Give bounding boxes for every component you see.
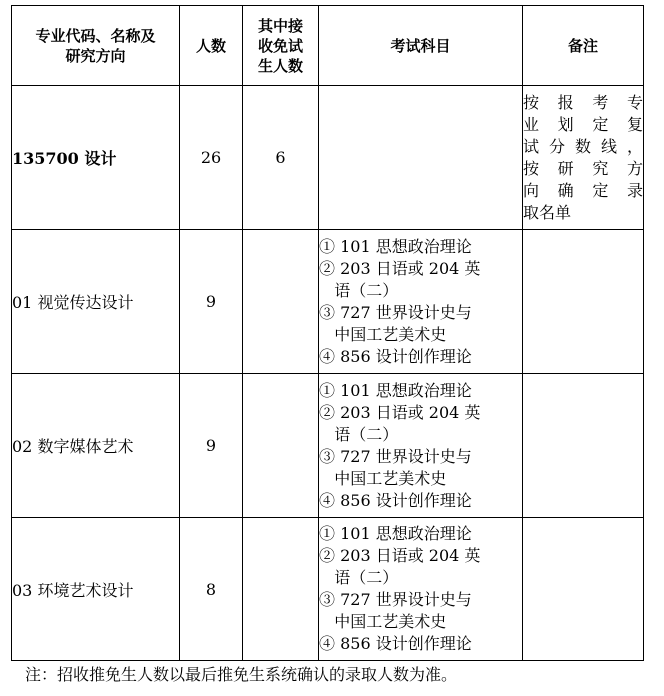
major-name-cell: 02 数字媒体艺术	[12, 374, 180, 518]
note-cell	[523, 374, 644, 518]
footnote: 注：招收推免生人数以最后推免生系统确认的录取人数为准。	[25, 665, 458, 684]
subject-line: ③ 727 世界设计史与	[319, 590, 472, 609]
header-exempt: 其中接 收免试 生人数	[243, 6, 319, 86]
subject-line: 中国工艺美术史	[319, 612, 447, 631]
table-row	[12, 518, 644, 661]
subject-line: ④ 856 设计创作理论	[319, 490, 472, 510]
note-line: 业划定复	[523, 114, 643, 134]
exempt-count-cell	[243, 374, 319, 518]
header-row	[12, 6, 644, 86]
admission-table	[11, 5, 644, 661]
major-name-cell: 135700 设计	[12, 86, 180, 230]
note-line: 按报考专	[523, 92, 643, 112]
count-cell: 26	[180, 86, 243, 230]
table-row	[12, 86, 644, 230]
subject-line: ③ 727 世界设计史与	[319, 302, 472, 322]
note-cell	[523, 86, 644, 230]
subjects-cell	[319, 230, 523, 374]
note-line: 按研究方	[523, 158, 643, 178]
exempt-count-cell	[243, 518, 319, 661]
note-cell	[523, 518, 644, 661]
subject-line: 语（二）	[319, 568, 399, 587]
header-major: 专业代码、名称及 研究方向	[12, 6, 180, 86]
subject-line: ② 203 日语或 204 英	[319, 546, 481, 565]
subjects-cell	[319, 374, 523, 518]
note-cell	[523, 230, 644, 374]
major-name-cell: 03 环境艺术设计	[12, 518, 180, 661]
header-count: 人数	[180, 6, 243, 86]
table-row	[12, 230, 644, 374]
subjects-cell	[319, 86, 523, 230]
subject-line: ④ 856 设计创作理论	[319, 346, 472, 366]
subject-line: ① 101 思想政治理论	[319, 380, 472, 400]
subject-line: 中国工艺美术史	[319, 468, 447, 488]
subject-line: 语（二）	[319, 280, 399, 300]
note-line: 试分数线，	[523, 136, 643, 156]
subject-line: ② 203 日语或 204 英	[319, 258, 481, 278]
exempt-count-cell: 6	[243, 86, 319, 230]
subject-line: ③ 727 世界设计史与	[319, 446, 472, 466]
header-notes: 备注	[523, 6, 644, 86]
count-cell: 9	[180, 374, 243, 518]
subjects-cell	[319, 518, 523, 661]
subject-line: ② 203 日语或 204 英	[319, 402, 481, 422]
subject-line: ① 101 思想政治理论	[319, 524, 472, 543]
count-cell: 9	[180, 230, 243, 374]
exempt-count-cell	[243, 230, 319, 374]
count-cell: 8	[180, 518, 243, 661]
header-subjects: 考试科目	[319, 6, 523, 86]
note-line: 向确定录	[523, 180, 643, 200]
table-row	[12, 374, 644, 518]
subject-line: 中国工艺美术史	[319, 324, 447, 344]
subject-line: ④ 856 设计创作理论	[319, 634, 472, 653]
note-line: 取名单	[523, 202, 572, 222]
subject-line: ① 101 思想政治理论	[319, 236, 472, 256]
major-name-cell: 01 视觉传达设计	[12, 230, 180, 374]
subject-line: 语（二）	[319, 424, 399, 444]
